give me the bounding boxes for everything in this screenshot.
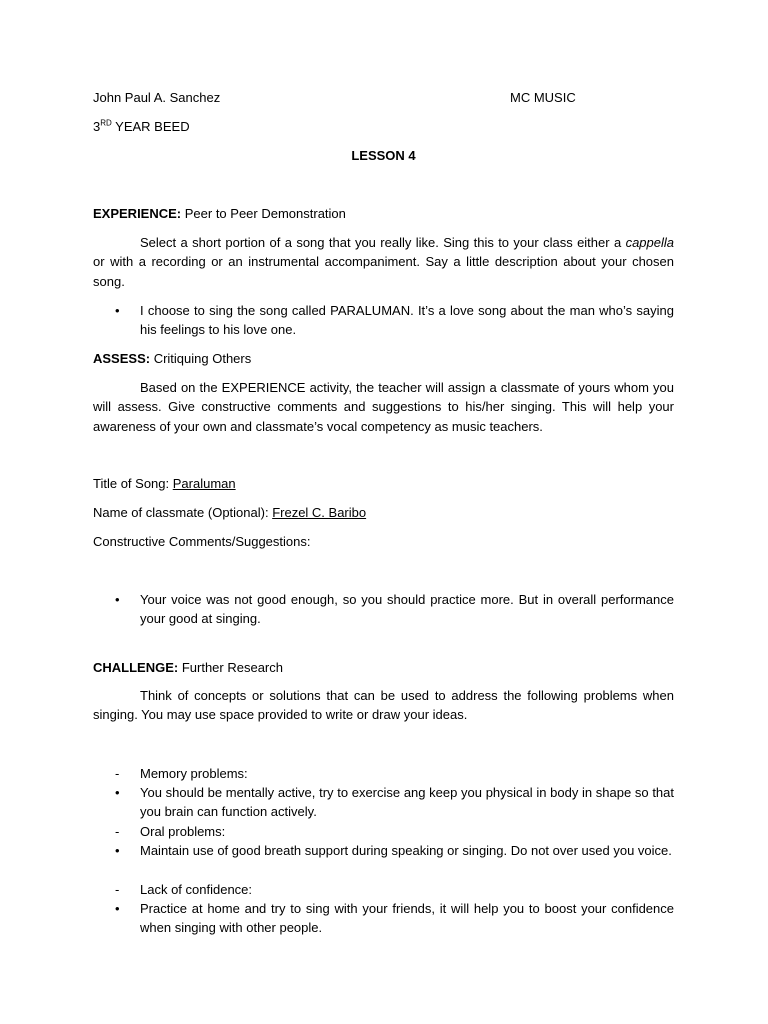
item-text: You should be mentally active, try to exercise ang keep you physical in body in shape so that you brain can function actively. <box>140 785 674 820</box>
item-text: Maintain use of good breath support during speaking or singing. Do not over used you voice. <box>140 843 672 858</box>
item-mark: • <box>115 785 120 800</box>
challenge-label: CHALLENGE: <box>93 660 179 675</box>
experience-answer-text: I choose to sing the song called PARALUMAN. It’s a love song about the man who’s saying his feelings to his love one. <box>140 303 674 338</box>
bullet-mark: • <box>115 592 120 607</box>
item-mark: • <box>115 843 120 858</box>
challenge-item <box>93 899 674 938</box>
song-title-label: Title of Song: <box>93 476 173 491</box>
experience-title: Peer to Peer Demonstration <box>181 206 346 221</box>
assess-title: Critiquing Others <box>150 351 252 366</box>
item-mark: - <box>115 824 120 839</box>
challenge-title: Further Research <box>178 660 283 675</box>
lesson-title <box>93 146 674 165</box>
assess-comment <box>93 590 674 629</box>
classmate-value: Frezel C. Baribo <box>272 505 367 520</box>
item-mark: • <box>115 901 120 916</box>
challenge-item <box>93 880 674 899</box>
challenge-heading <box>93 658 674 677</box>
course-name: MC MUSIC <box>510 90 576 105</box>
challenge-item <box>93 764 674 783</box>
experience-instructions <box>93 233 674 291</box>
challenge-item <box>93 841 674 860</box>
student-name: John Paul A. Sanchez <box>93 90 221 105</box>
experience-heading <box>93 204 674 223</box>
year-level <box>93 117 674 136</box>
classmate-label: Name of classmate (Optional): <box>93 505 273 520</box>
experience-instr-italic: cappella <box>625 235 674 250</box>
comments-label: Constructive Comments/Suggestions: <box>93 534 311 549</box>
classmate-line <box>93 503 674 522</box>
assess-heading <box>93 349 674 368</box>
assess-label: ASSESS: <box>93 351 151 366</box>
year-number: 3 <box>93 119 101 134</box>
item-text: Lack of confidence: <box>140 882 253 897</box>
item-mark: - <box>115 882 120 897</box>
challenge-item <box>93 822 674 841</box>
experience-label: EXPERIENCE: <box>93 206 182 221</box>
year-rest: YEAR BEED <box>111 119 190 134</box>
experience-instr-part-b: or with a recording or an instrumental accompaniment. Say a little description about your chosen song. <box>93 254 674 289</box>
experience-instr-part-a: Select a short portion of a song that you really like. Sing this to your class either a <box>140 235 626 250</box>
bullet-mark: • <box>115 303 120 318</box>
song-title-value: Paraluman <box>172 476 236 491</box>
assess-instructions: Based on the EXPERIENCE activity, the teacher will assign a classmate of yours whom you will assess. Give constructive comments and suggestions to his/her singing. This will help your awareness of your own and classmate’s vocal competency as music teachers. <box>93 380 674 434</box>
year-superscript: RD <box>100 118 112 128</box>
assess-comment-text: Your voice was not good enough, so you should practice more. But in overall performance your good at singing. <box>140 592 674 627</box>
item-text: Oral problems: <box>140 824 226 839</box>
item-mark: - <box>115 766 120 781</box>
challenge-item <box>93 783 674 822</box>
song-title-line <box>93 474 674 493</box>
challenge-instructions: Think of concepts or solutions that can be used to address the following problems when singing. You may use space provided to write or draw your ideas. <box>93 688 674 723</box>
experience-answer <box>93 301 674 340</box>
item-text: Memory problems: <box>140 766 248 781</box>
lesson-label: LESSON 4 <box>351 148 416 163</box>
header-line <box>93 88 674 107</box>
item-text: Practice at home and try to sing with your friends, it will help you to boost your confidence when singing with other people. <box>140 901 674 936</box>
